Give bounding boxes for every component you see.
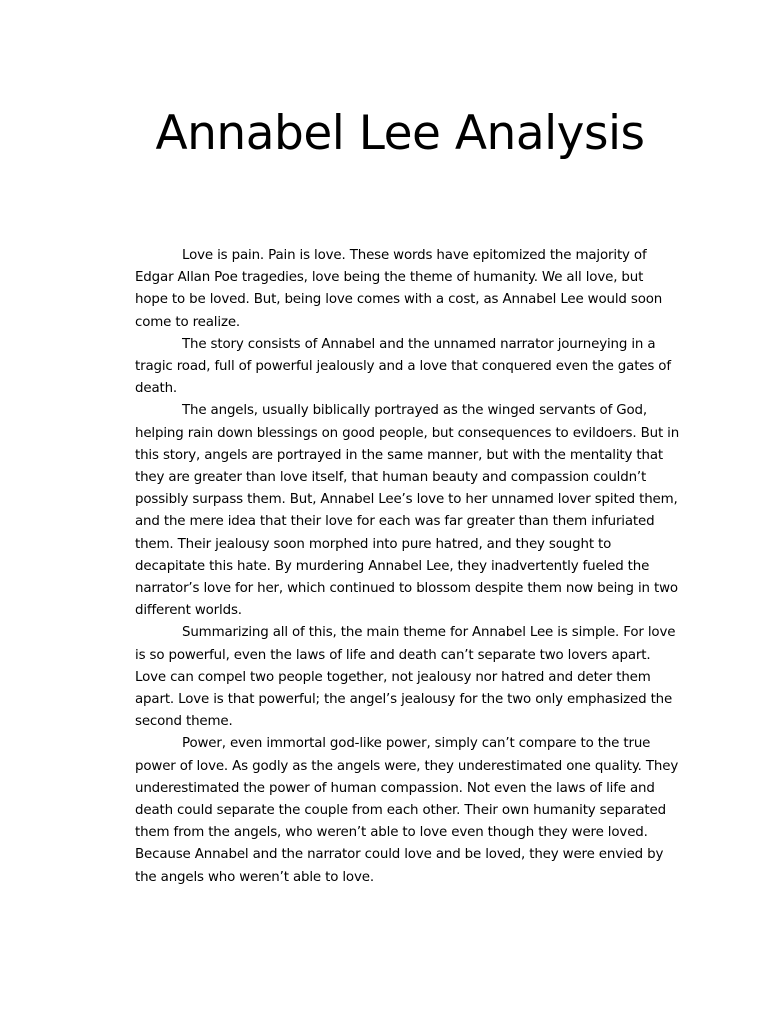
paragraph-4: Summarizing all of this, the main theme for Annabel Lee is simple. For love is so powerful, even the laws of life and death can’t separate two lovers apart. Love can compel two people together, not jealousy nor hatred and deter them apart. Love is that powerful; the angel’s jealousy for the two only emphasized the second theme. (135, 625, 676, 730)
paragraph-5: Power, even immortal god-like power, simply can’t compare to the true power of love. As godly as the angels were, they underestimated one quality. They underestimated the power of human compassion. Not even the laws of life and death could separate the couple from each other. Their own humanity separated them from the angels, who weren’t able to love even though they were loved. Because Annabel and the narrator could love and be loved, they were envied by the angels who weren’t able to love. (135, 736, 679, 885)
paragraph-3: The angels, usually biblically portrayed as the winged servants of God, helping rain down blessings on good people, but consequences to evildoers. But in this story, angels are portrayed in the same manner, but with the mentality that they are greater than love itself, that human beauty and compassion couldn’t possibly surpass them. But, Annabel Lee’s love to her unnamed lover spited them, and the mere idea that their love for each was far greater than them infuriated them. Their jealousy soon morphed into pure hatred, and they sought to decapitate this hate. By murdering Annabel Lee, they inadvertently fueled the narrator’s love for her, which continued to blossom despite them now being in two different worlds. (135, 403, 680, 619)
paragraph-2: The story consists of Annabel and the unnamed narrator journeying in a tragic road, full of powerful jealously and a love that conquered even the gates of death. (135, 336, 671, 397)
document-body (135, 245, 680, 889)
document-title: Annabel Lee Analysis (155, 106, 645, 161)
paragraph-1: Love is pain. Pain is love. These words have epitomized the majority of Edgar Allan Poe tragedies, love being the theme of humanity. We all love, but hope to be loved. But, being love comes with a cost, as Annabel Lee would soon come to realize. (135, 248, 663, 330)
